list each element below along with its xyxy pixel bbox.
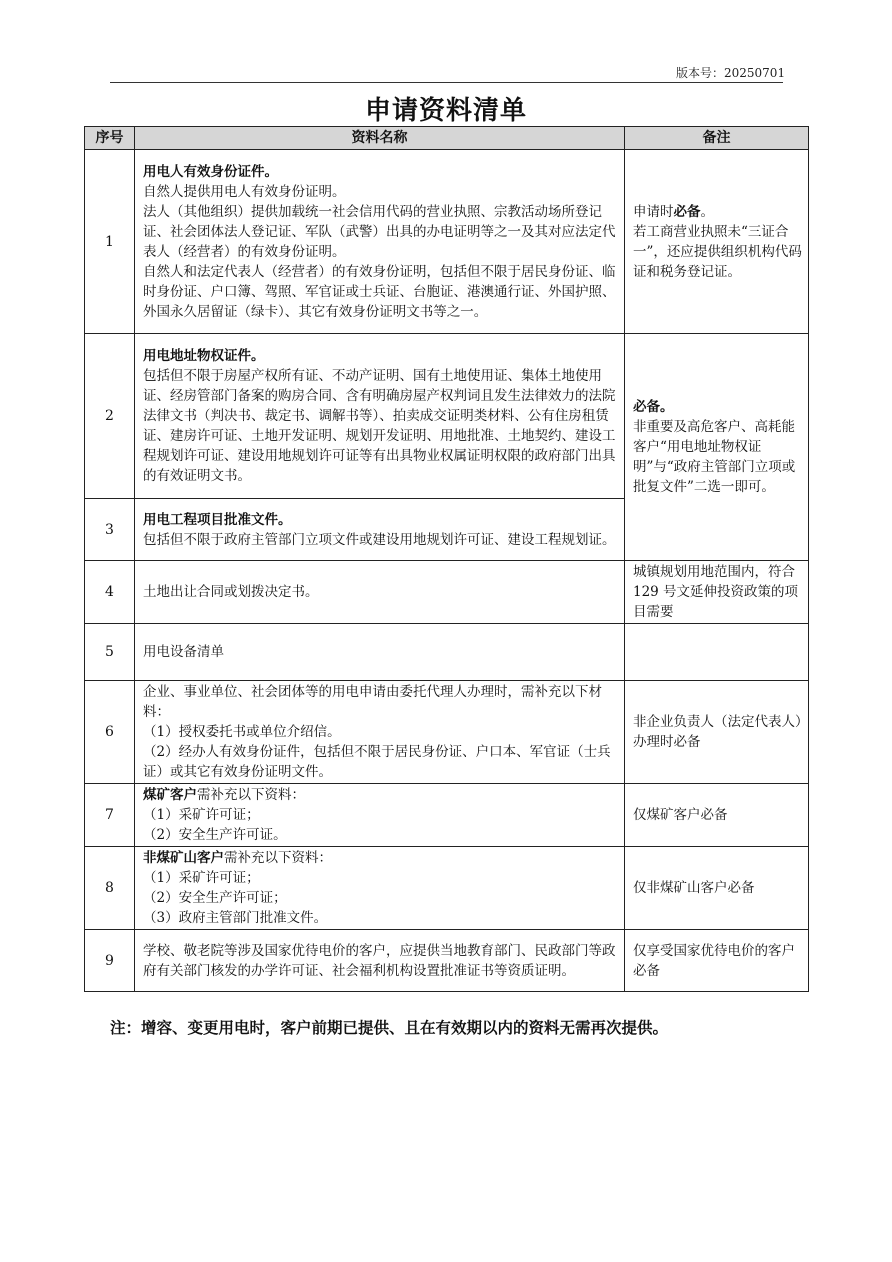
row-line: 法人（其他组织）提供加载统一社会信用代码的营业执照、宗教活动场所登记证、社会团体法人登记证、军队（武警）出具的办电证明等之一及其对应法定代表人（经营者）的有效身份证明。 xyxy=(143,203,616,260)
column-header-remark: 备注 xyxy=(625,127,809,150)
row-remark xyxy=(625,930,809,992)
row-line: 包括但不限于房屋产权所有证、不动产证明、国有土地使用证、集体土地使用证、经房管部门备案的购房合同、含有明确房屋产权判词且发生法律效力的法院法律文书（判决书、裁定书、调解书等）、拍卖成交证明类材料、公有住房租赁证、建房许可证、土地开发证明、规划开发证明、用地批准、土地契约、建设工程规划许可证、建设用地规划许可证等有出具物业权属证明权限的政府部门出具的有效证明文书。 xyxy=(143,368,616,484)
remark-emphasis: 必备 xyxy=(673,203,701,220)
row-line: 自然人和法定代表人（经营者）的有效身份证明，包括但不限于居民身份证、临时身份证、户口簿、驾照、军官证或士兵证、台胞证、港澳通行证、外国护照、外国永久居留证（绿卡）、其它有效身份证明文书等之一。 xyxy=(143,263,616,320)
row-content xyxy=(135,847,625,930)
row-line: 自然人提供用电人有效身份证明。 xyxy=(143,183,346,200)
row-text: 用电设备清单 xyxy=(143,644,224,660)
row-heading-suffix: 需补充以下资料： xyxy=(197,787,305,803)
remark-emphasis: 必备。 xyxy=(633,399,674,415)
row-index: 1 xyxy=(85,150,135,334)
table-row xyxy=(85,334,809,499)
row-heading-suffix: 需补充以下资料： xyxy=(224,850,332,866)
page-title: 申请资料清单 xyxy=(364,96,527,126)
materials-table xyxy=(84,126,809,992)
row-text: 学校、敬老院等涉及国家优待电价的客户，应提供当地教育部门、民政部门等政府有关部门核发的办学许可证、社会福利机构设置批准证书等资质证明。 xyxy=(143,942,616,979)
row-index: 5 xyxy=(85,624,135,681)
row-text: 土地出让合同或划拨决定书。 xyxy=(143,584,319,600)
remark-extra: 若工商营业执照未“三证合一”，还应提供组织机构代码证和税务登记证。 xyxy=(633,223,802,280)
table-row xyxy=(85,847,809,930)
row-heading: 用电人有效身份证件。 xyxy=(143,163,278,180)
table-row xyxy=(85,561,809,624)
row-remark xyxy=(625,847,809,930)
row-line: （1）授权委托书或单位介绍信。 xyxy=(143,724,341,740)
table-row xyxy=(85,624,809,681)
row-line: （2）经办人有效身份证件，包括但不限于居民身份证、户口本、军官证（士兵证）或其它有效身份证明文件。 xyxy=(143,744,611,780)
footnote: 注：增容、变更用电时，客户前期已提供、且在有效期以内的资料无需再次提供。 xyxy=(110,1018,669,1037)
row-content xyxy=(135,930,625,992)
remark-text: 。 xyxy=(700,203,714,220)
row-remark xyxy=(625,150,809,334)
remark-text: 仅煤矿客户必备 xyxy=(633,807,728,823)
table-row xyxy=(85,150,809,334)
row-heading: 非煤矿山客户 xyxy=(143,850,224,866)
row-content xyxy=(135,499,625,561)
column-header-name: 资料名称 xyxy=(135,127,625,150)
row-heading: 用电地址物权证件。 xyxy=(143,348,265,364)
row-line: （1）采矿许可证； xyxy=(143,870,260,886)
row-text: 企业、事业单位、社会团体等的用电申请由委托代理人办理时，需补充以下材料： xyxy=(143,684,602,720)
row-index: 3 xyxy=(85,499,135,561)
table-row xyxy=(85,681,809,784)
row-remark xyxy=(625,681,809,784)
row-content xyxy=(135,681,625,784)
remark-text: 仅非煤矿山客户必备 xyxy=(633,880,755,896)
remark-text: 城镇规划用地范围内，符合 129 号文延伸投资政策的项目需要 xyxy=(633,564,799,620)
row-heading: 煤矿客户 xyxy=(143,787,197,803)
row-remark xyxy=(625,561,809,624)
row-index: 7 xyxy=(85,784,135,847)
row-heading: 用电工程项目批准文件。 xyxy=(143,511,292,528)
remark-text: 仅享受国家优待电价的客户必备 xyxy=(633,942,795,979)
table-row xyxy=(85,930,809,992)
row-remark xyxy=(625,624,809,681)
table-row xyxy=(85,784,809,847)
row-content xyxy=(135,150,625,334)
row-line: （2）安全生产许可证； xyxy=(143,890,287,906)
row-remark xyxy=(625,784,809,847)
row-content xyxy=(135,334,625,499)
remark-text: 非企业负责人（法定代表人）办理时必备 xyxy=(633,714,802,750)
row-remark xyxy=(625,334,809,561)
remark-extra: 非重要及高危客户、高耗能客户“用电地址物权证明”与“政府主管部门立项或批复文件”二选一即可。 xyxy=(633,419,796,495)
header-rule xyxy=(110,82,783,83)
row-index: 2 xyxy=(85,334,135,499)
row-index: 6 xyxy=(85,681,135,784)
row-index: 4 xyxy=(85,561,135,624)
row-line: （2）安全生产许可证。 xyxy=(143,827,287,843)
row-content xyxy=(135,784,625,847)
row-line: （3）政府主管部门批准文件。 xyxy=(143,910,328,926)
row-index: 9 xyxy=(85,930,135,992)
row-content xyxy=(135,624,625,681)
row-index: 8 xyxy=(85,847,135,930)
remark-text: 申请时 xyxy=(633,203,674,220)
row-line: 包括但不限于政府主管部门立项文件或建设用地规划许可证、建设工程规划证。 xyxy=(143,531,616,548)
version-label: 版本号：20250701 xyxy=(676,66,786,80)
row-content xyxy=(135,561,625,624)
column-header-index: 序号 xyxy=(85,127,135,150)
table-header-row xyxy=(85,127,809,150)
row-line: （1）采矿许可证； xyxy=(143,807,260,823)
